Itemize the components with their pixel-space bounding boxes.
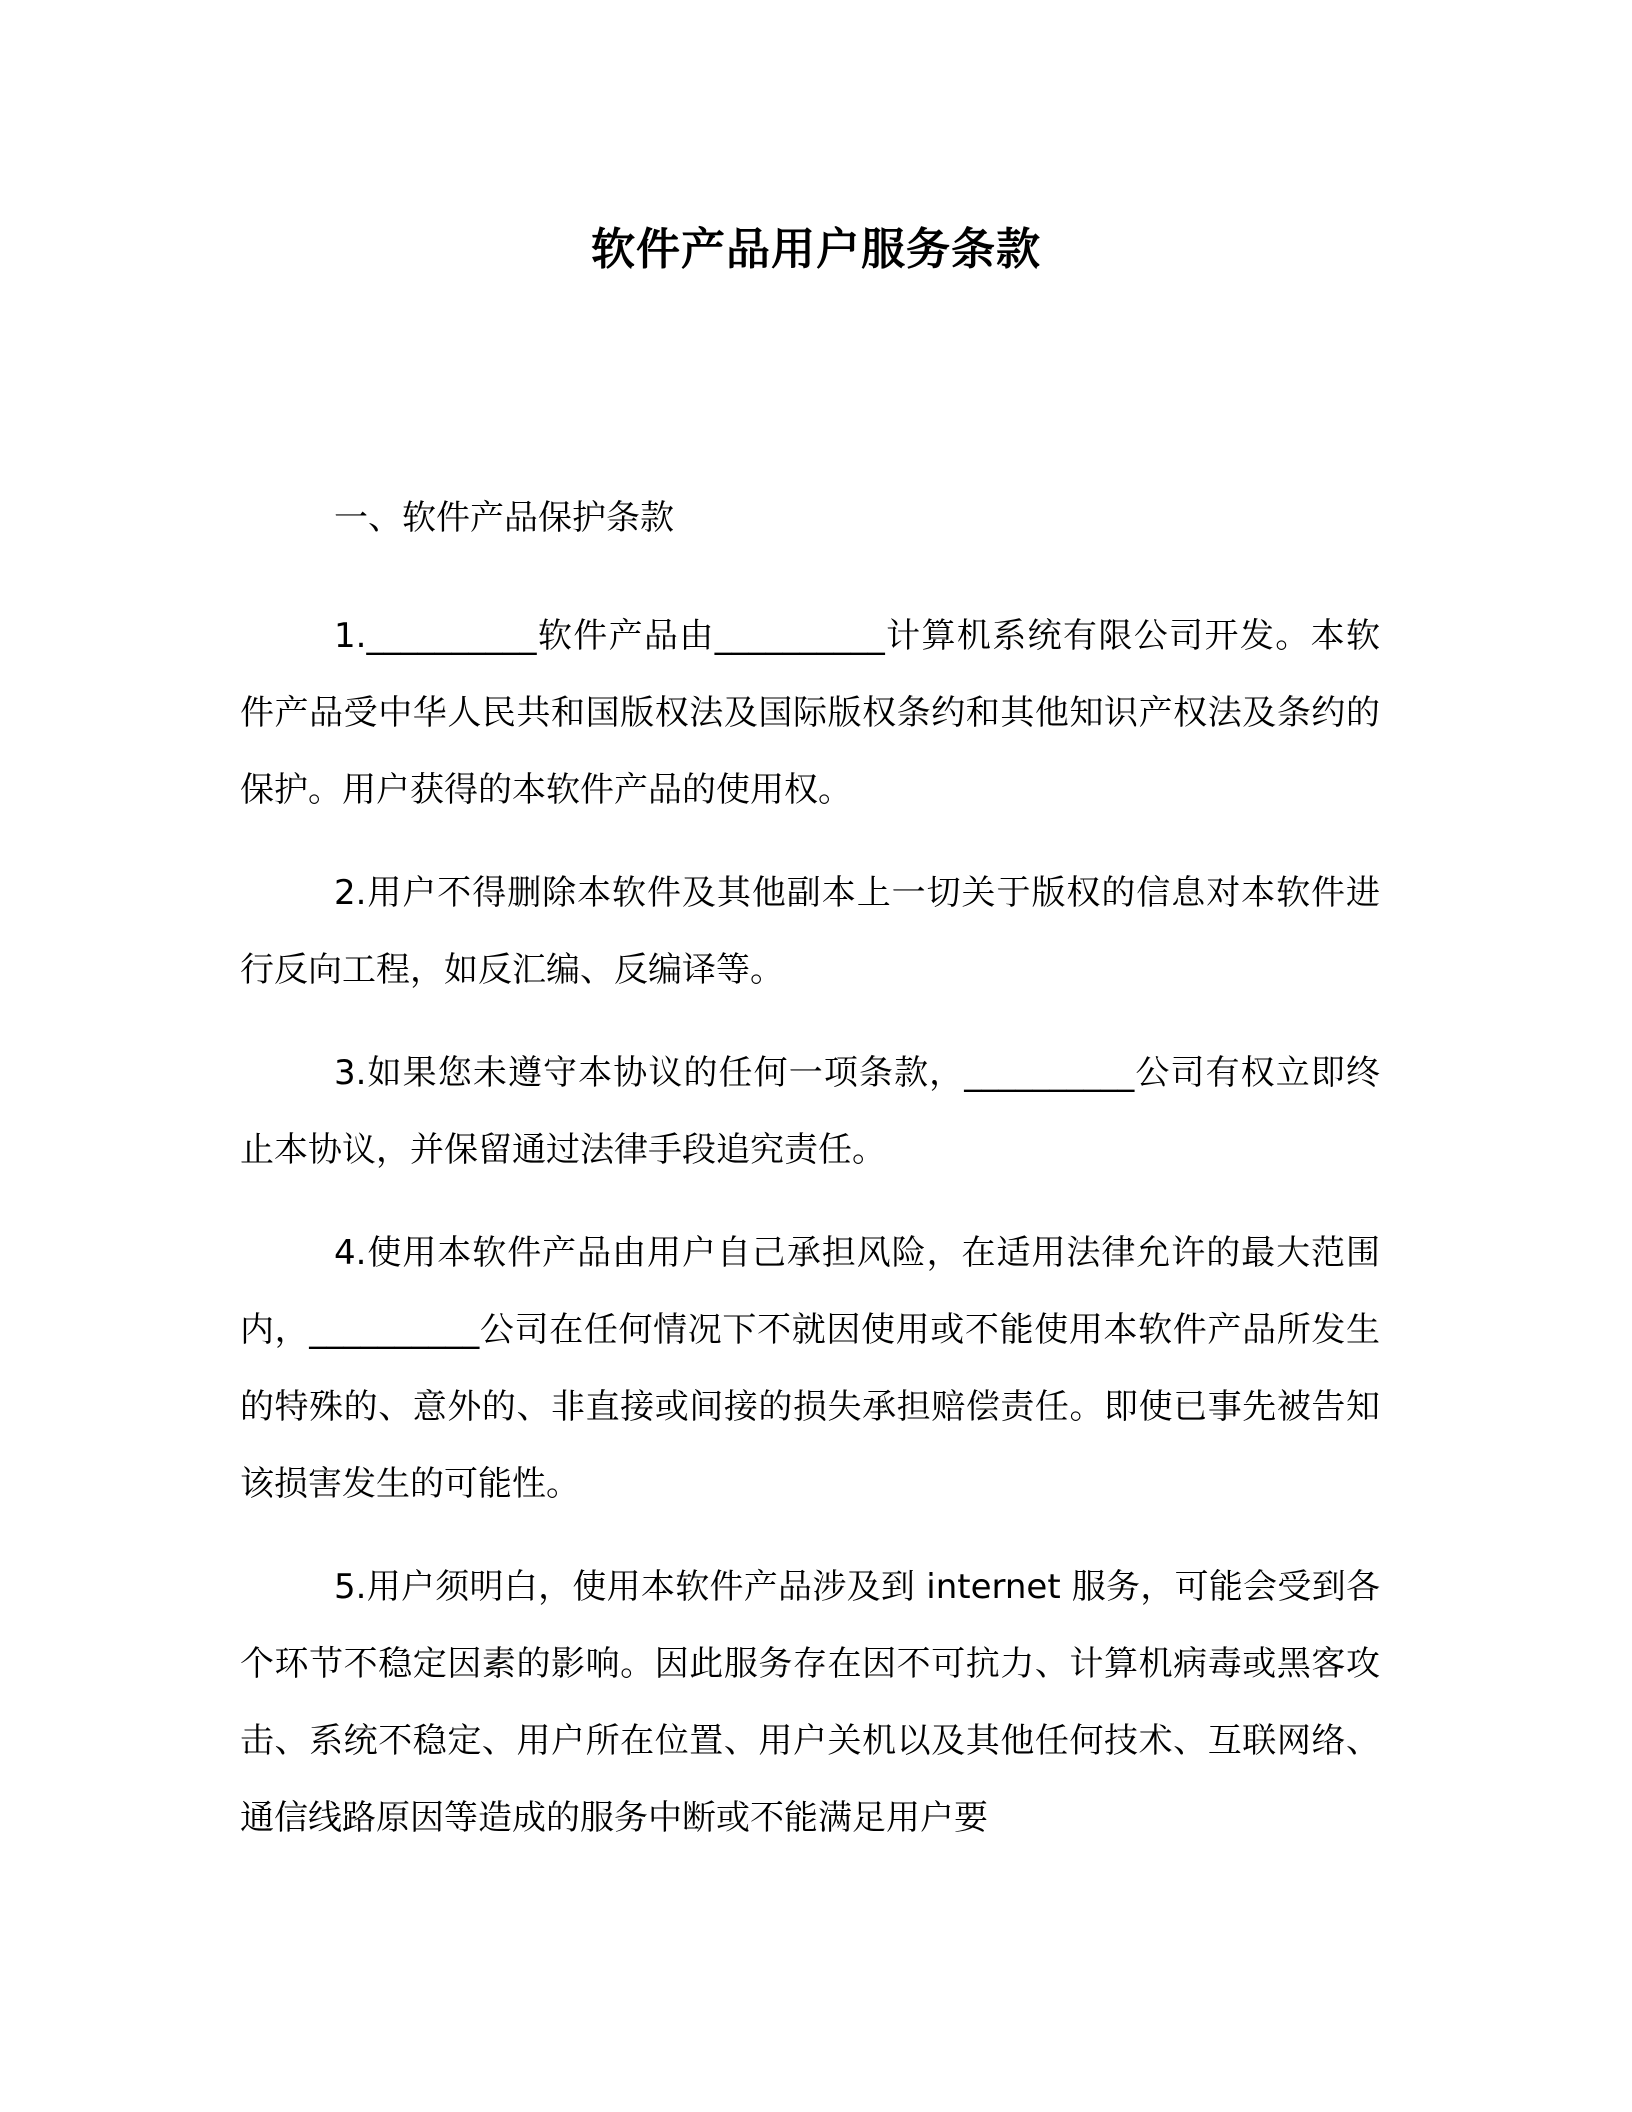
paragraph-3: 3.如果您未遵守本协议的任何一项条款，__________公司有权立即终止本协议，并保留通过法律手段追究责任。 <box>240 1053 1380 1170</box>
document-title: 软件产品用户服务条款 <box>591 224 1041 275</box>
paragraph-1: 1.__________软件产品由__________计算机系统有限公司开发。本软件产品受中华人民共和国版权法及国际版权条约和其他知识产权法及条约的保护。用户获得的本软件产品的使用权。 <box>240 616 1380 810</box>
paragraph-5: 5.用户须明白，使用本软件产品涉及到 internet 服务，可能会受到各个环节不稳定因素的影响。因此服务存在因不可抗力、计算机病毒或黑客攻击、系统不稳定、用户所在位置、用户关机以及其他任何技术、互联网络、通信线路原因等造成的服务中断或不能满足用户要 <box>240 1567 1380 1838</box>
document-body <box>240 598 1380 1883</box>
paragraph-4: 4.使用本软件产品由用户自己承担风险，在适用法律允许的最大范围内，__________公司在任何情况下不就因使用或不能使用本软件产品所发生的特殊的、意外的、非直接或间接的损失承担赔偿责任。即使已事先被告知该损害发生的可能性。 <box>240 1233 1380 1504</box>
section-heading: 一、软件产品保护条款 <box>334 498 674 538</box>
paragraph-2: 2.用户不得删除本软件及其他副本上一切关于版权的信息对本软件进行反向工程，如反汇编、反编译等。 <box>240 873 1380 990</box>
